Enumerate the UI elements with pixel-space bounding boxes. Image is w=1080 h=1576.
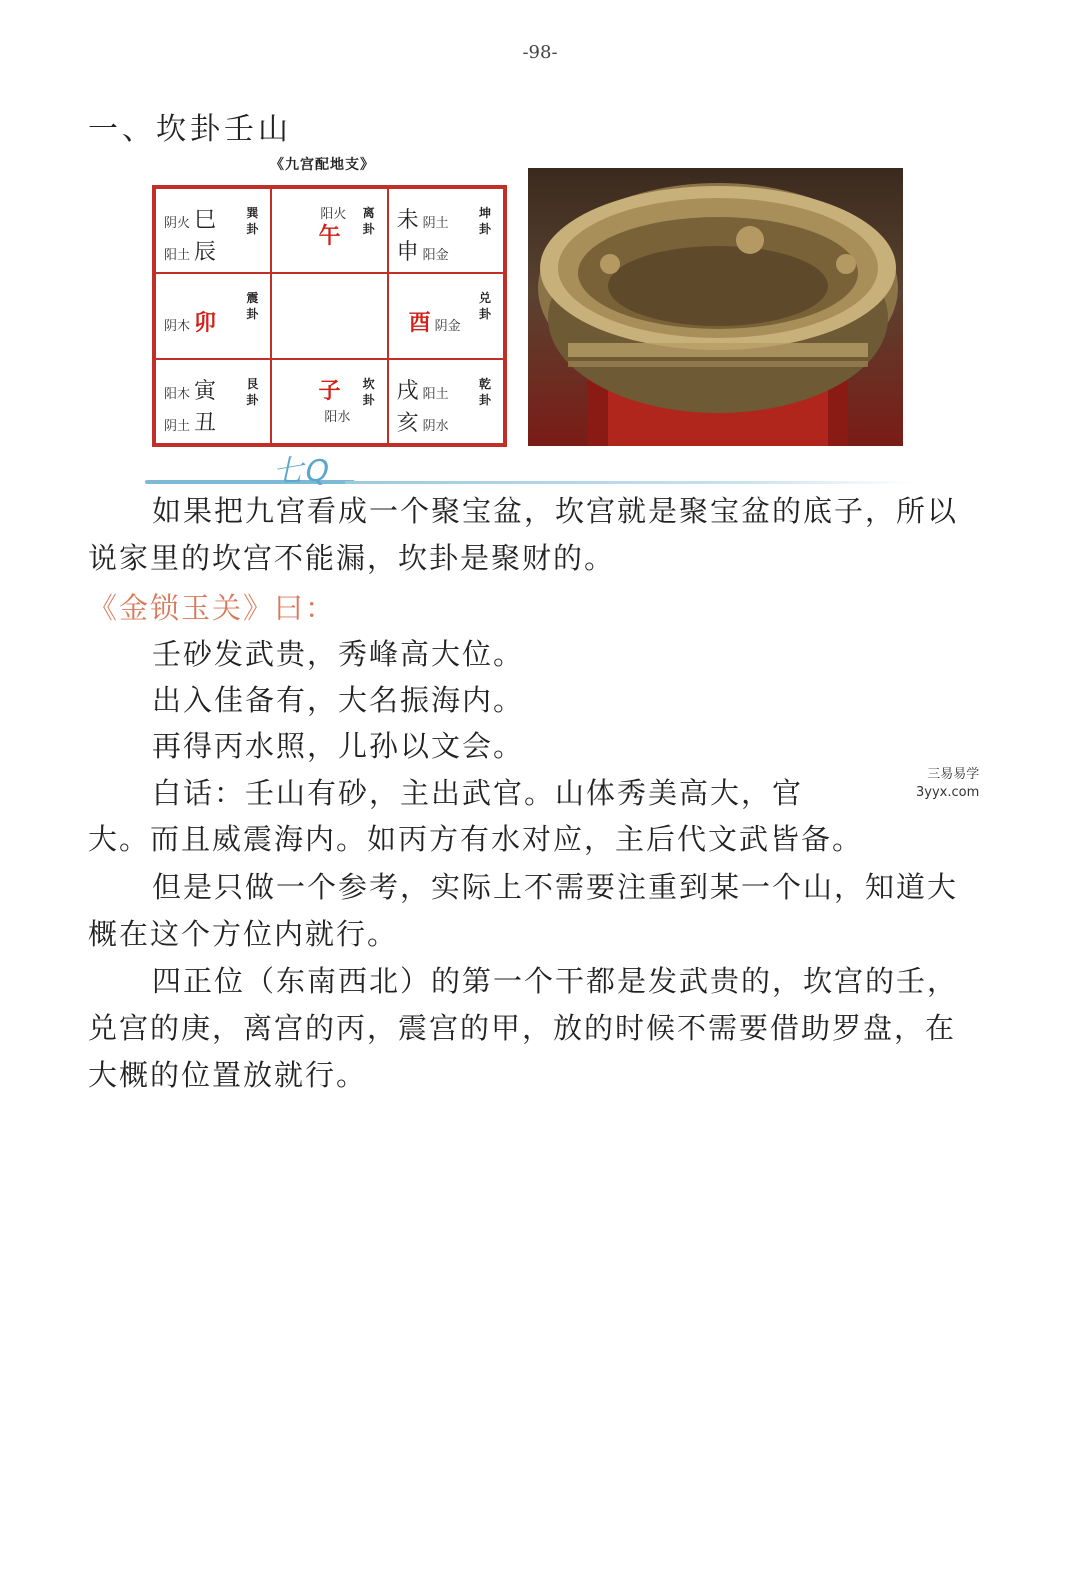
page-number: -98- bbox=[522, 42, 558, 63]
gua-label: 乾卦 bbox=[479, 376, 492, 407]
gua-label: 兑卦 bbox=[479, 291, 492, 322]
gua-label: 坎卦 bbox=[362, 376, 375, 407]
gua-label: 震卦 bbox=[246, 291, 259, 322]
gua-label: 艮卦 bbox=[246, 376, 259, 407]
cell-tag: 阴金 bbox=[434, 319, 461, 335]
site-watermark bbox=[910, 764, 985, 804]
handwritten-note: 七Q bbox=[271, 454, 333, 489]
gua-label: 巽卦 bbox=[246, 206, 259, 236]
cell-branch: 子 bbox=[318, 377, 341, 404]
cell-branch: 午 bbox=[318, 223, 341, 249]
paragraph-3: 但是只做一个参考，实际上不需要注重到某一个山，知道大概在这个方位内就行。 bbox=[88, 870, 959, 951]
paragraph-4: 四正位（东南西北）的第一个干都是发武贵的，坎宫的壬，兑宫的庚，离宫的丙，震宫的甲，放的时候不需要借助罗盘，在大概的位置放就行。 bbox=[88, 964, 959, 1092]
section-title: 一、坎卦壬山 bbox=[88, 112, 292, 147]
cell-tag: 阴火 bbox=[164, 216, 191, 231]
cell-tag: 阴木 bbox=[164, 319, 191, 335]
cell-tag: 阴土 bbox=[422, 216, 449, 231]
grid-cell-se bbox=[155, 188, 271, 273]
cell-branch: 巳 bbox=[194, 208, 217, 233]
gua-label: 坤卦 bbox=[479, 206, 492, 236]
grid-cell-nw bbox=[388, 359, 504, 444]
cell-branch: 丑 bbox=[194, 410, 217, 436]
cell-tag: 阳木 bbox=[164, 386, 191, 402]
cell-branch: 戌 bbox=[396, 378, 419, 404]
grid-caption: 《九宫配地支》 bbox=[270, 157, 375, 173]
quote-title: 《金锁玉关》曰： bbox=[88, 591, 337, 625]
cell-branch: 卯 bbox=[194, 310, 217, 337]
grid-cell-n bbox=[271, 359, 387, 444]
watermark-cn: 三易易学 bbox=[927, 767, 980, 782]
paragraph-2-line-1: 白话：壬山有砂，主出武官。山体秀美高大，官 bbox=[152, 776, 804, 810]
grid-cell-ne bbox=[155, 359, 271, 444]
watermark-url: 3yyx.com bbox=[916, 785, 980, 800]
cell-branch: 亥 bbox=[396, 410, 419, 436]
nine-palace-grid bbox=[152, 185, 507, 447]
divider-line bbox=[345, 481, 915, 484]
cell-branch: 申 bbox=[396, 240, 419, 265]
cell-tag: 阴水 bbox=[422, 418, 449, 434]
paragraph-1: 如果把九宫看成一个聚宝盆，坎宫就是聚宝盆的底子，所以说家里的坎宫不能漏，坎卦是聚财的。 bbox=[88, 494, 959, 575]
grid-cell-e bbox=[155, 273, 271, 358]
grid-cell-center bbox=[271, 273, 387, 358]
cell-tag: 阳金 bbox=[422, 248, 449, 263]
verse-line-1: 壬砂发武贵，秀峰高大位。 bbox=[152, 637, 525, 671]
cell-branch: 辰 bbox=[194, 240, 217, 265]
cell-tag: 阳火 bbox=[320, 207, 347, 222]
cell-tag: 阴土 bbox=[164, 418, 191, 434]
grid-cell-sw bbox=[388, 188, 504, 273]
gua-label: 离卦 bbox=[362, 206, 375, 236]
cell-branch: 寅 bbox=[194, 378, 217, 404]
bronze-bowl-photo bbox=[528, 168, 903, 446]
cell-tag: 阳土 bbox=[164, 248, 191, 263]
cell-tag: 阳水 bbox=[324, 409, 351, 425]
cell-branch: 酉 bbox=[408, 310, 431, 337]
grid-cell-s bbox=[271, 188, 387, 273]
cell-branch: 未 bbox=[396, 208, 419, 233]
grid-cell-w bbox=[388, 273, 504, 358]
paragraph-2-line-2: 大。而且威震海内。如丙方有水对应，主后代文武皆备。 bbox=[88, 822, 864, 856]
cell-tag: 阳土 bbox=[422, 386, 449, 402]
verse-line-2: 出入佳备有，大名振海内。 bbox=[152, 683, 525, 717]
verse-line-3: 再得丙水照，儿孙以文会。 bbox=[152, 729, 525, 763]
